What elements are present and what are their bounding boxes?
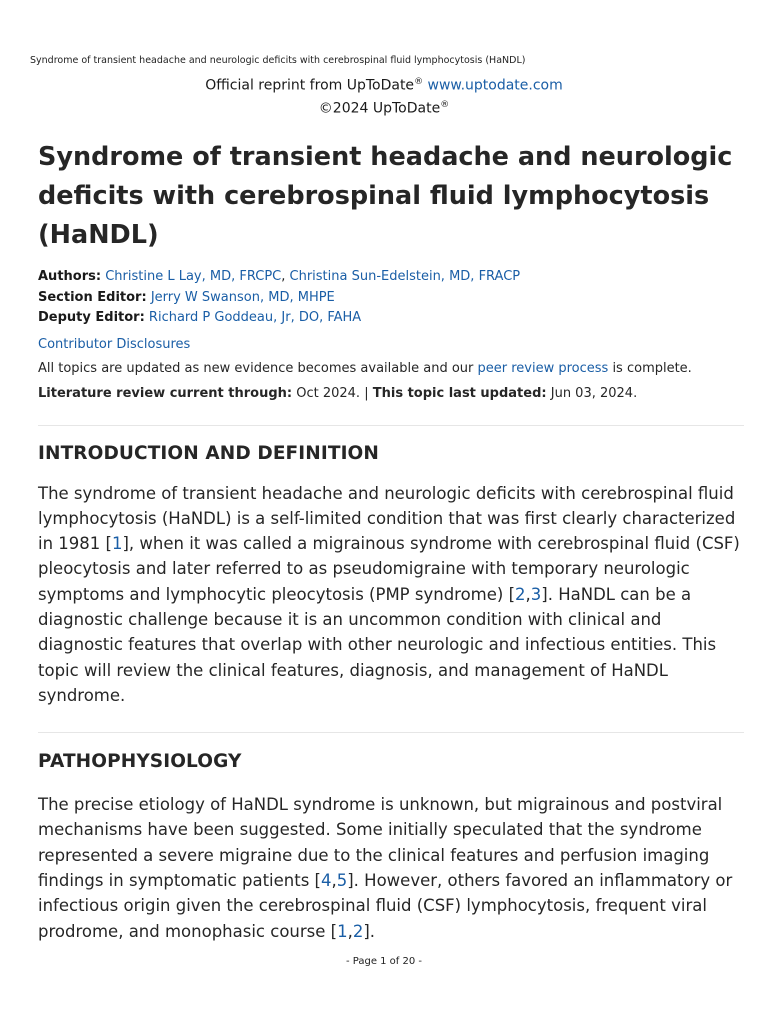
section-divider-2 — [38, 732, 744, 733]
section-editor-label: Section Editor: — [38, 289, 147, 305]
last-updated-label: This topic last updated: — [372, 385, 547, 401]
registered-mark-2: ® — [440, 99, 450, 110]
section-heading-pathophysiology: PATHOPHYSIOLOGY — [38, 751, 242, 773]
literature-review-label: Literature review current through: — [38, 385, 293, 401]
reference-link-2b[interactable]: 2 — [352, 921, 364, 941]
copyright-text: ©2024 UpToDate — [318, 100, 441, 117]
authors-line — [38, 267, 744, 288]
section-divider — [38, 425, 744, 426]
update-notice — [38, 361, 744, 376]
last-updated-value: Jun 03, 2024. — [546, 385, 638, 401]
update-notice-suffix: is complete. — [608, 360, 692, 376]
patho-text-3: ]. — [363, 921, 376, 941]
uptodate-url-link[interactable]: www.uptodate.com — [427, 77, 563, 94]
running-header: Syndrome of transient headache and neurologic deficits with cerebrospinal fluid lymphocytosis (HaNDL) — [30, 55, 526, 66]
reference-link-3[interactable]: 3 — [530, 584, 542, 604]
registered-mark: ® — [414, 77, 424, 87]
official-reprint-text: Official reprint from UpToDate — [205, 77, 415, 94]
reference-link-2[interactable]: 2 — [515, 584, 526, 604]
author-link-1[interactable]: Christine L Lay, MD, FRCPC — [105, 269, 282, 284]
review-dates — [38, 386, 744, 401]
patho-text-2: ]. However, others favored an inflammatory or infectious origin given the cerebrospinal fluid (CSF) lymphocytosis, frequent viral prodrome, and monophasic course [ — [38, 871, 733, 941]
intro-text-2: ], when it was called a migrainous syndrome with cerebrospinal fluid (CSF) pleocytosis and later referred to as pseudomigraine with temporary neurologic symptoms and lymphocytic pleocytosis (PMP syndrome) [ — [38, 534, 740, 604]
contributor-disclosures — [38, 337, 744, 352]
article-content — [38, 138, 744, 944]
reference-link-1[interactable]: 1 — [111, 534, 123, 554]
review-divider: | — [360, 385, 373, 401]
reprint-block — [0, 73, 768, 118]
reference-comma: , — [525, 584, 531, 604]
reference-comma-2: , — [331, 871, 337, 891]
author-link-2[interactable]: Christina Sun-Edelstein, MD, FRACP — [289, 269, 521, 284]
contributor-disclosures-link[interactable]: Contributor Disclosures — [38, 336, 191, 352]
reference-comma-3: , — [347, 921, 353, 941]
page-title: Syndrome of transient headache and neurologic deficits with cerebrospinal fluid lymphocytosis (HaNDL) — [38, 142, 733, 250]
page-footer: - Page 1 of 20 - — [345, 956, 423, 967]
deputy-editor-label: Deputy Editor: — [38, 310, 145, 325]
introduction-paragraph — [38, 481, 744, 709]
reference-link-4[interactable]: 4 — [321, 871, 332, 891]
copyright-line — [0, 96, 768, 119]
reference-link-1b[interactable]: 1 — [337, 921, 348, 941]
peer-review-process-link[interactable]: peer review process — [477, 360, 609, 376]
update-notice-prefix: All topics are updated as new evidence becomes available and our — [38, 360, 478, 376]
literature-review-value: Oct 2024. — [292, 385, 361, 401]
intro-text-1: The syndrome of transient headache and neurologic deficits with cerebrospinal fluid lymphocytosis (HaNDL) is a self-limited condition that was first clearly characterized in 1981 [ — [38, 483, 736, 554]
section-heading-introduction: INTRODUCTION AND DEFINITION — [38, 442, 379, 464]
author-separator: , — [281, 269, 290, 284]
article-meta — [38, 267, 744, 329]
deputy-editor-line — [38, 308, 744, 329]
patho-text-1: The precise etiology of HaNDL syndrome is unknown, but migrainous and postviral mechanisms have been suggested. Some initially speculated that the syndrome represented a severe migraine due to the clinical features and perfusion imaging findings in symptomatic patients [ — [38, 795, 723, 891]
intro-text-3: ]. HaNDL can be a diagnostic challenge because it is an uncommon condition with clinical and diagnostic features that overlap with other neurologic and infectious entities. This topic will review the clinical features, diagnosis, and management of HaNDL syndrome. — [38, 584, 717, 705]
deputy-editor-link[interactable]: Richard P Goddeau, Jr, DO, FAHA — [148, 310, 362, 325]
pathophysiology-paragraph — [38, 792, 744, 944]
authors-label: Authors: — [38, 269, 102, 284]
section-editor-link[interactable]: Jerry W Swanson, MD, MHPE — [150, 289, 335, 305]
section-editor-line — [38, 288, 744, 309]
official-reprint-line — [0, 73, 768, 96]
reference-link-5[interactable]: 5 — [336, 871, 348, 891]
